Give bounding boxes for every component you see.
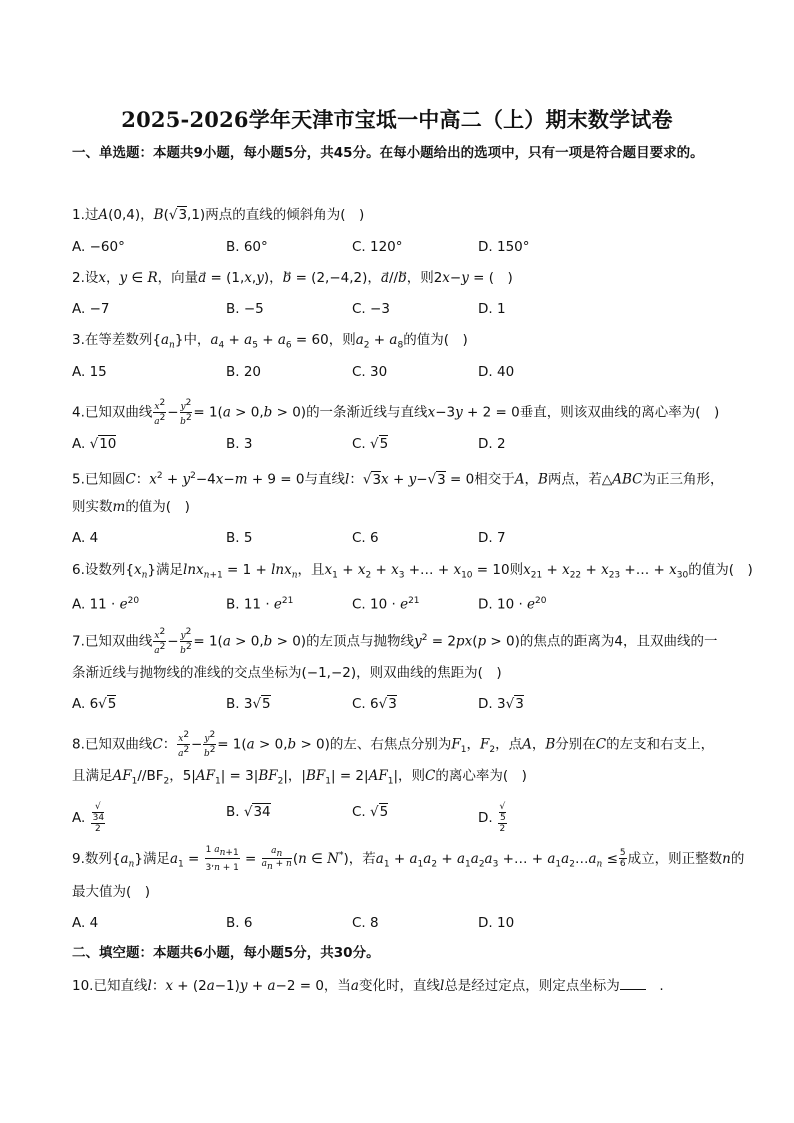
- section-single-choice-header: 一、单选题：本题共9小题，每小题5分，共45分。在每小题给出的选项中，只有一项是符合题目要求的。: [72, 145, 704, 161]
- option-d: D. 40: [478, 364, 515, 380]
- option-c: C. 6: [352, 530, 379, 546]
- question-1: 1.过A(0,4)，B(√3,1)两点的直线的倾斜角为( ): [72, 207, 365, 223]
- question-9-line-2: 最大值为( ): [72, 884, 151, 900]
- option-d: D. 1: [478, 301, 506, 317]
- option-b: B. 3: [226, 436, 253, 452]
- question-9-line-1: 9.数列$\{a_n\}$满足$a_1$ = $\frac{1 a_{n+1}}{3^,n + 1}$ = $\frac{a_n}{a_n + n}$ (n ∈ N*)，若$a_1 + a_1a_2 + a_1a_2a_3$ +… + $a_1a_2\dots a_n$ ≤ $\frac{5}{6}$ 成立，则正整数n的: [72, 845, 745, 873]
- option-d: D. 7: [478, 530, 506, 546]
- question-10: 10.已知直线l：x + (2a−1)y + a−2 = 0，当a变化时，直线l总是经过定点，则定点坐标为 .: [72, 978, 664, 994]
- option-a: A. −60°: [72, 239, 125, 255]
- option-c: C. 6√3: [352, 696, 397, 712]
- option-b: B. √34: [226, 804, 271, 820]
- question-6-options: [72, 591, 722, 611]
- option-b: B. 6: [226, 915, 253, 931]
- question-8-line-2: 且满足$AF_1//BF_2$，$5|AF_1| = 3|BF_2|$，$|BF_1| = 2|AF_1|$，则C的离心率为( ): [72, 768, 527, 787]
- option-a: A. 6√5: [72, 696, 117, 712]
- page-title: 2025-2026学年天津市宝坻一中高二（上）期末数学试卷: [121, 107, 673, 132]
- option-b: B. 3√5: [226, 696, 271, 712]
- question-5-options: [72, 528, 722, 548]
- option-d: D. √ 5 2: [478, 802, 506, 834]
- question-3-options: [72, 362, 722, 382]
- option-a: A. 15: [72, 364, 107, 380]
- question-7-line-1: 7.已知双曲线 $\frac{x^2}{a^2}$ − $\frac{y^2}{b^2}$ = 1(a > 0,b > 0)的左顶点与抛物线$y^2 = 2px(p > 0)$的焦点的距离为4，且双曲线的一: [72, 627, 718, 656]
- question-4: 4.已知双曲线 $\frac{x^2}{a^2}$ − $\frac{y^2}{b^2}$ = 1(a > 0,b > 0)的一条渐近线与直线x−3y + 2 = 0垂直，则该双曲线的离心率为( ): [72, 398, 720, 427]
- section-fill-blank-header: 二、填空题：本题共6小题，每小题5分，共30分。: [72, 945, 380, 961]
- option-c: C. √5: [352, 436, 389, 452]
- question-7-line-2: 条渐近线与抛物线的准线的交点坐标为(−1,−2)，则双曲线的焦距为( ): [72, 665, 502, 681]
- option-b: B. 20: [226, 364, 262, 380]
- option-c: C. $10 \cdot e^{21}$: [352, 596, 420, 613]
- option-c: C. 120°: [352, 239, 403, 255]
- option-d: D. $10 \cdot e^{20}$: [478, 596, 547, 613]
- option-a: A. 4: [72, 915, 99, 931]
- option-d: D. 3√3: [478, 696, 524, 712]
- option-b: B. 5: [226, 530, 253, 546]
- option-c: C. −3: [352, 301, 390, 317]
- option-c: C. 8: [352, 915, 379, 931]
- question-7-options: [72, 694, 722, 714]
- option-d: D. 150°: [478, 239, 530, 255]
- option-c: C. 30: [352, 364, 388, 380]
- option-a: A. −7: [72, 301, 110, 317]
- question-9-options: [72, 913, 722, 933]
- question-4-options: [72, 434, 722, 454]
- option-a: A. 4: [72, 530, 99, 546]
- option-b: B. $11 \cdot e^{21}$: [226, 596, 294, 613]
- option-d: D. 10: [478, 915, 515, 931]
- question-2-options: [72, 299, 722, 319]
- question-5-line-2: 则实数m的值为( ): [72, 499, 190, 515]
- option-a: A. $11 \cdot e^{20}$: [72, 596, 140, 613]
- question-8-options: [72, 802, 722, 834]
- question-1-options: [72, 237, 722, 257]
- question-5-line-1: 5.已知圆C：$x^2 + y^2-4x-m + 9 = 0$与直线l：√3x + y−√3 = 0相交于A，B两点，若△ABC为正三角形，: [72, 471, 724, 488]
- option-c: C. √5: [352, 804, 389, 820]
- option-d: D. 2: [478, 436, 506, 452]
- question-6: 6.设数列$\{x_n\}$满足lnx$_{n+1}$ = 1 + lnx$_n$，且$x_1 + x_2 + x_3$ +… + $x_{10} = 10$则$x_{21} + x_{22} + x_{23}$ +… + $x_{30}$的值为( ): [72, 562, 753, 581]
- option-b: B. −5: [226, 301, 264, 317]
- answer-blank[interactable]: [620, 977, 646, 990]
- question-8-line-1: 8.已知双曲线C： $\frac{x^2}{a^2}$ − $\frac{y^2}{b^2}$ = 1(a > 0,b > 0)的左、右焦点分别为$F_1$，$F_2$，点A，B分别在C的左支和右支上，: [72, 730, 715, 759]
- question-3: 3.在等差数列$\{a_n\}$中，$a_4 + a_5 + a_6 = 60$，则$a_2 + a_8$的值为( ): [72, 332, 468, 351]
- question-2: 2.设x，y ∈ R，向量a⃗ = (1,x,y)，b⃗ = (2,−4,2)，a⃗//b，则2x−y = ( ): [72, 270, 513, 286]
- option-a: A. √10: [72, 436, 117, 452]
- option-a: A. √ 34 2: [72, 802, 105, 834]
- option-b: B. 60°: [226, 239, 268, 255]
